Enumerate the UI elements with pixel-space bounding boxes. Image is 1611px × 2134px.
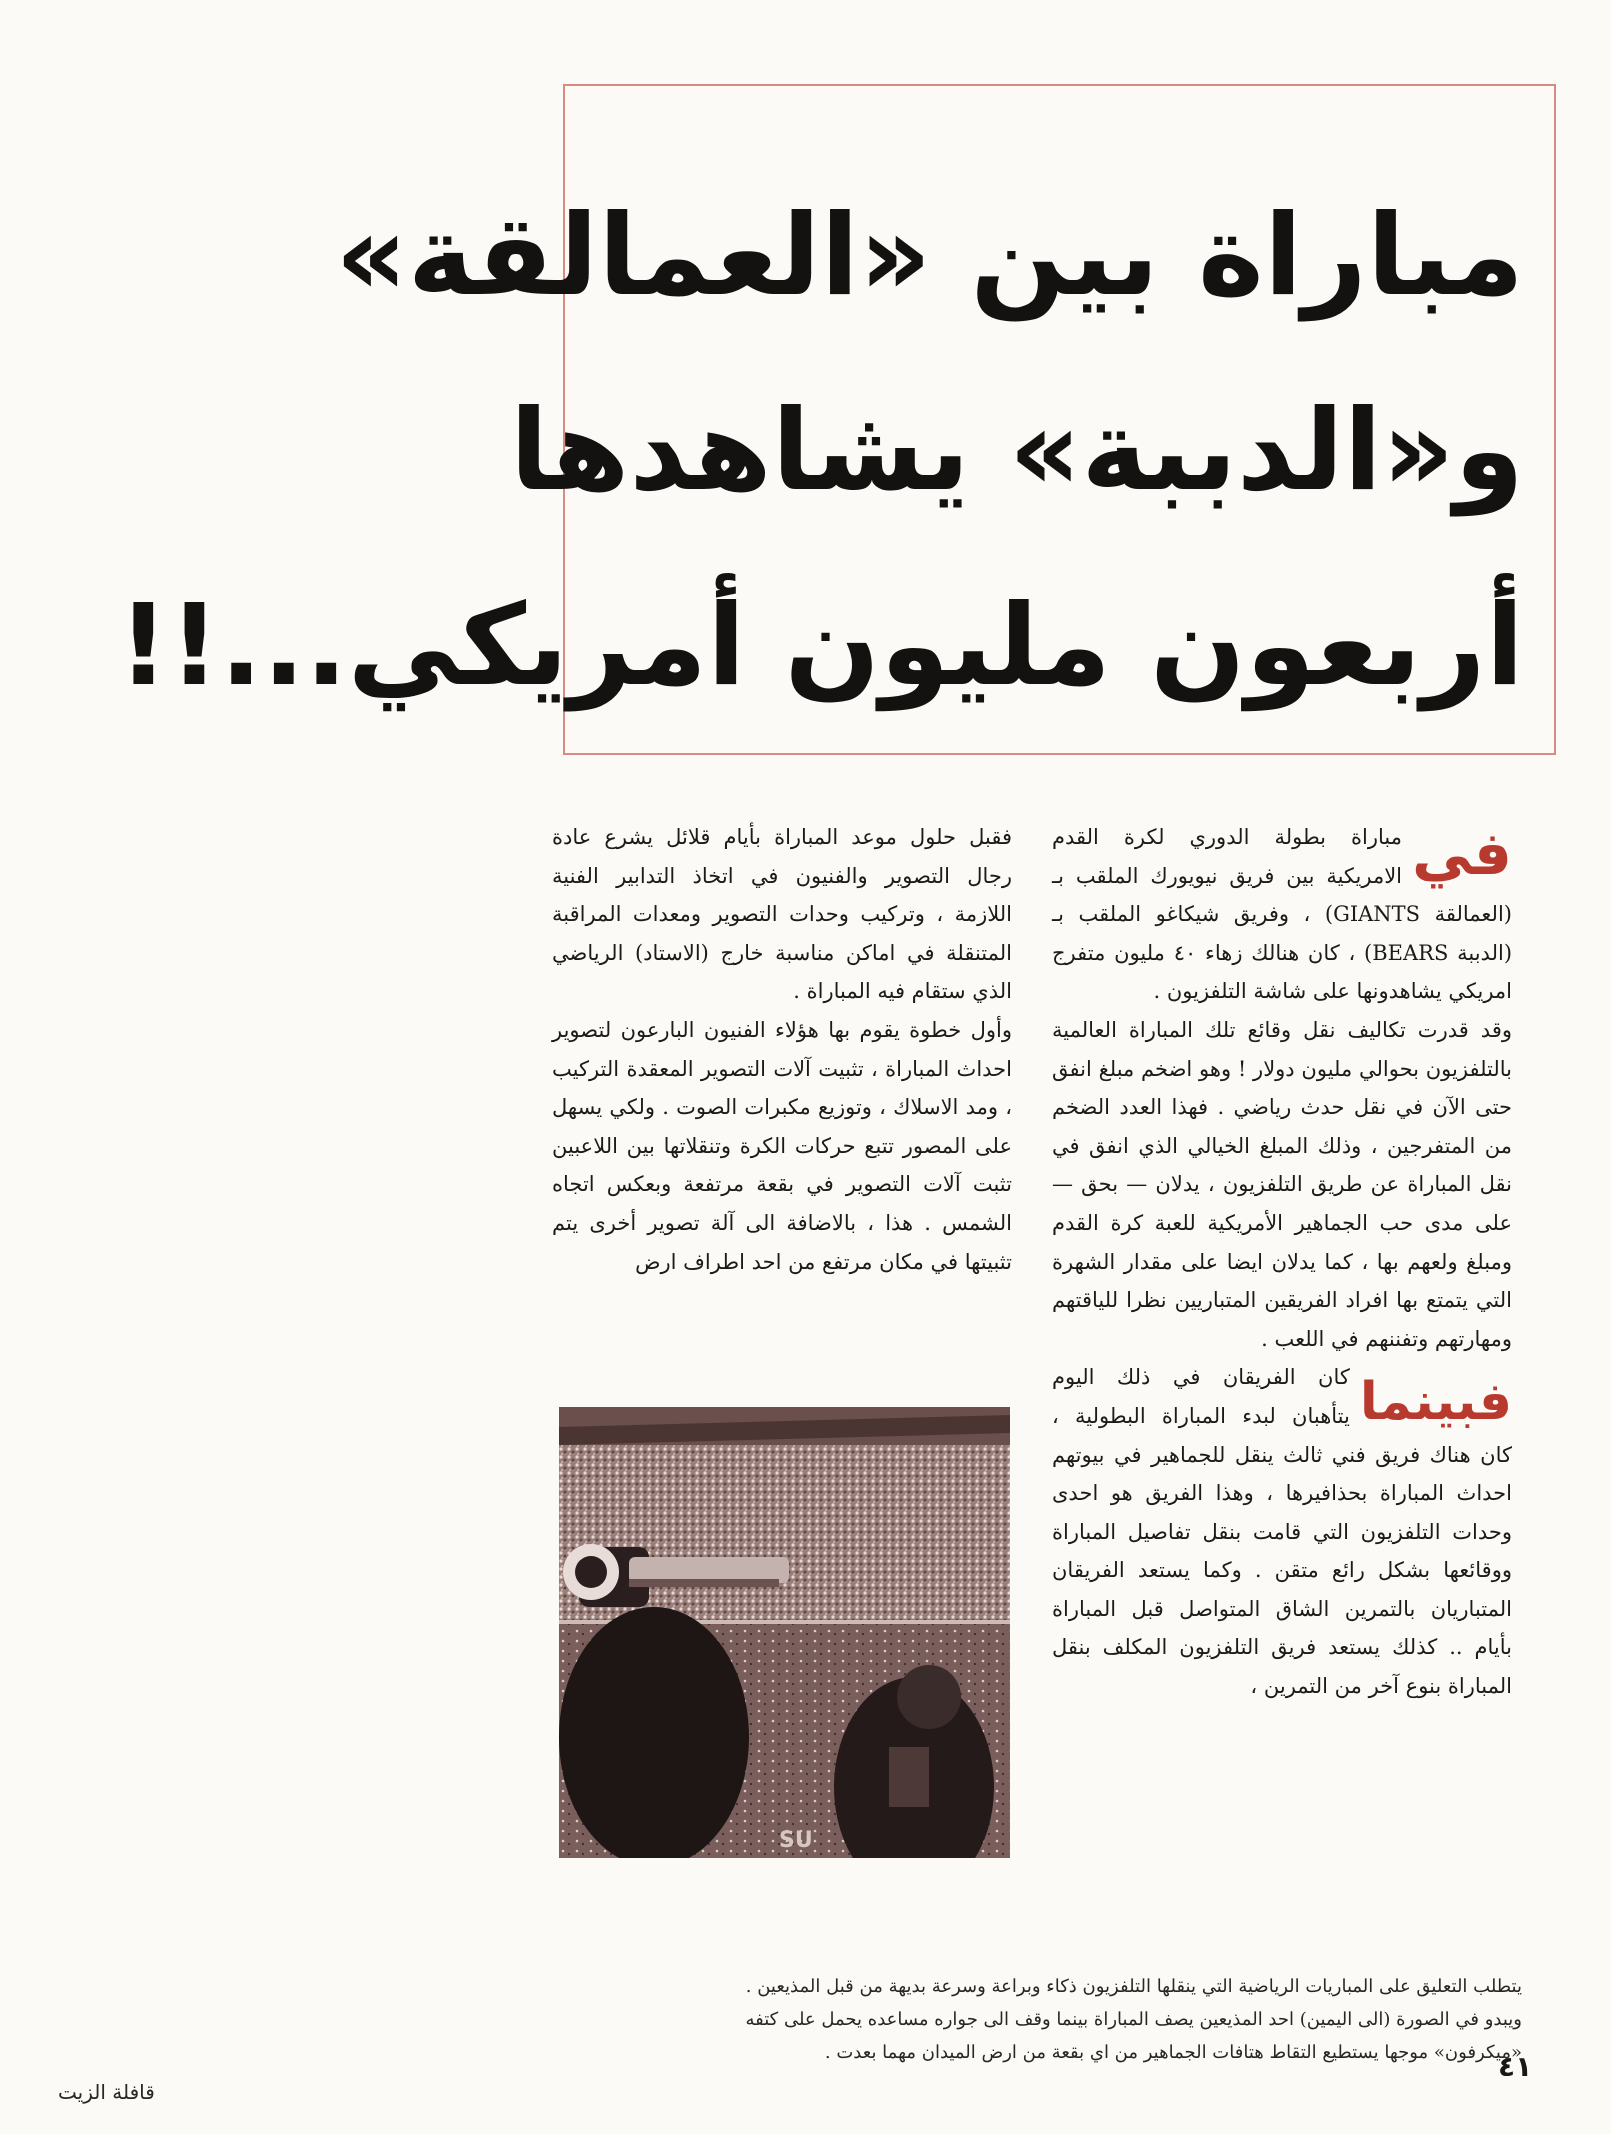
dropcap-2: فبينما xyxy=(1359,1372,1512,1433)
paragraph-2: وقد قدرت تكاليف نقل وقائع تلك المباراة العالمية بالتلفزيون بحوالي مليون دولار ! وهو اضخم مبلغ انفق حتى الآن في نقل حدث رياضي . فهذا العدد الضخم من المتفرجين ، وذلك المبلغ الخيالي الذي انفق في نقل المباراة عن طريق التلفزيون ، يدلان — بحق — على مدى حب الجماهير الأمريكية للعبة كرة القدم ومبلغ ولعهم بها ، كما يدلان ايضا على مقدار الشهرة التي يتمتع بها افراد الفريقين المتباريين نظرا للياقتهم ومهارتهم وتفننهم في اللعب . xyxy=(1052,1017,1513,1351)
magazine-name: قافلة الزيت xyxy=(58,2080,155,2104)
paragraph-3 xyxy=(1052,1358,1512,1705)
paragraph-4: فقبل حلول موعد المباراة بأيام قلائل يشرع عادة رجال التصوير والفنيون في اتخاذ التدابير الفنية اللازمة ، وتركيب وحدات التصوير ومعدات المراقبة المتنقلة في اماكن مناسبة خارج (الاستاد) الرياضي الذي ستقام فيه المباراة . xyxy=(552,825,1012,1004)
caption-line-3: «ميكرفون» موجها يستطيع التقاط هتافات الجماهير من اي بقعة من ارض الميدان مهما بعدت . xyxy=(824,2042,1522,2063)
caption-line-1: يتطلب التعليق على المباريات الرياضية التي ينقلها التلفزيون ذكاء وبراعة وسرعة بديهة من قبل المذيعين . xyxy=(745,1976,1522,1997)
svg-text:SU: SU xyxy=(779,1828,813,1853)
paragraph-5: وأول خطوة يقوم بها هؤلاء الفنيون البارعون لتصوير احداث المباراة ، تثبيت آلات التصوير المعقدة التركيب ، ومد الاسلاك ، وتوزيع مكبرات الصوت . ولكي يسهل على المصور تتبع حركات الكرة وتنقلاتها بين اللاعبين تثبت آلات التصوير في بقعة مرتفعة وبعكس اتجاه الشمس . هذا ، بالاضافة الى آلة تصوير أخرى يتم تثبيتها في مكان مرتفع من احد اطراف ارض xyxy=(552,1017,1012,1274)
headline-line-2: و«الدببة» يشاهدها xyxy=(509,386,1524,516)
headline-line-1: مباراة بين «العمالقة» xyxy=(335,191,1524,321)
paragraph-1 xyxy=(1052,818,1512,1011)
paragraph-1-text: مباراة بطولة الدوري لكرة القدم الامريكية بين فريق نيويورك الملقب بـ (العمالقة GIANTS) ، وفريق شيكاغو الملقب بـ (الدببة BEARS) ، كان هنالك زهاء ٤٠ مليون متفرج امريكي يشاهدونها على شاشة التلفزيون . xyxy=(1052,825,1513,1004)
caption-line-2: ويبدو في الصورة (الى اليمين) احد المذيعين يصف المباراة بينما وقف الى جواره مساعده يحمل على كتفه xyxy=(745,2009,1522,2030)
paragraph-3-text: كان الفريقان في ذلك اليوم يتأهبان لبدء المباراة البطولية ، كان هناك فريق فني ثالث ينقل للجماهير في بيوتهم احداث المباراة بحذافيرها ، وهذا الفريق هو احدى وحدات التلفزيون التي قامت بنقل تفاصيل المباراة ووقائعها بشكل رائع متقن . وكما يستعد الفريقان المتباريان بالتمرين الشاق المتواصل قبل المباراة بأيام .. كذلك يستعد فريق التلفزيون المكلف بنقل المباراة بنوع آخر من التمرين ، xyxy=(1052,1365,1512,1699)
page-number: ٤١ xyxy=(1498,2050,1533,2083)
article-column-right xyxy=(1052,818,1512,1706)
article-column-left xyxy=(552,818,1012,1281)
stadium-photo xyxy=(559,1407,1010,1858)
title-frame xyxy=(117,84,1556,755)
photo-illustration xyxy=(559,1407,1010,1858)
photo-caption xyxy=(620,1970,1522,2069)
headline-line-3: أربعون مليون أمريكي...!! xyxy=(117,581,1524,711)
dropcap-1: في xyxy=(1412,819,1512,889)
